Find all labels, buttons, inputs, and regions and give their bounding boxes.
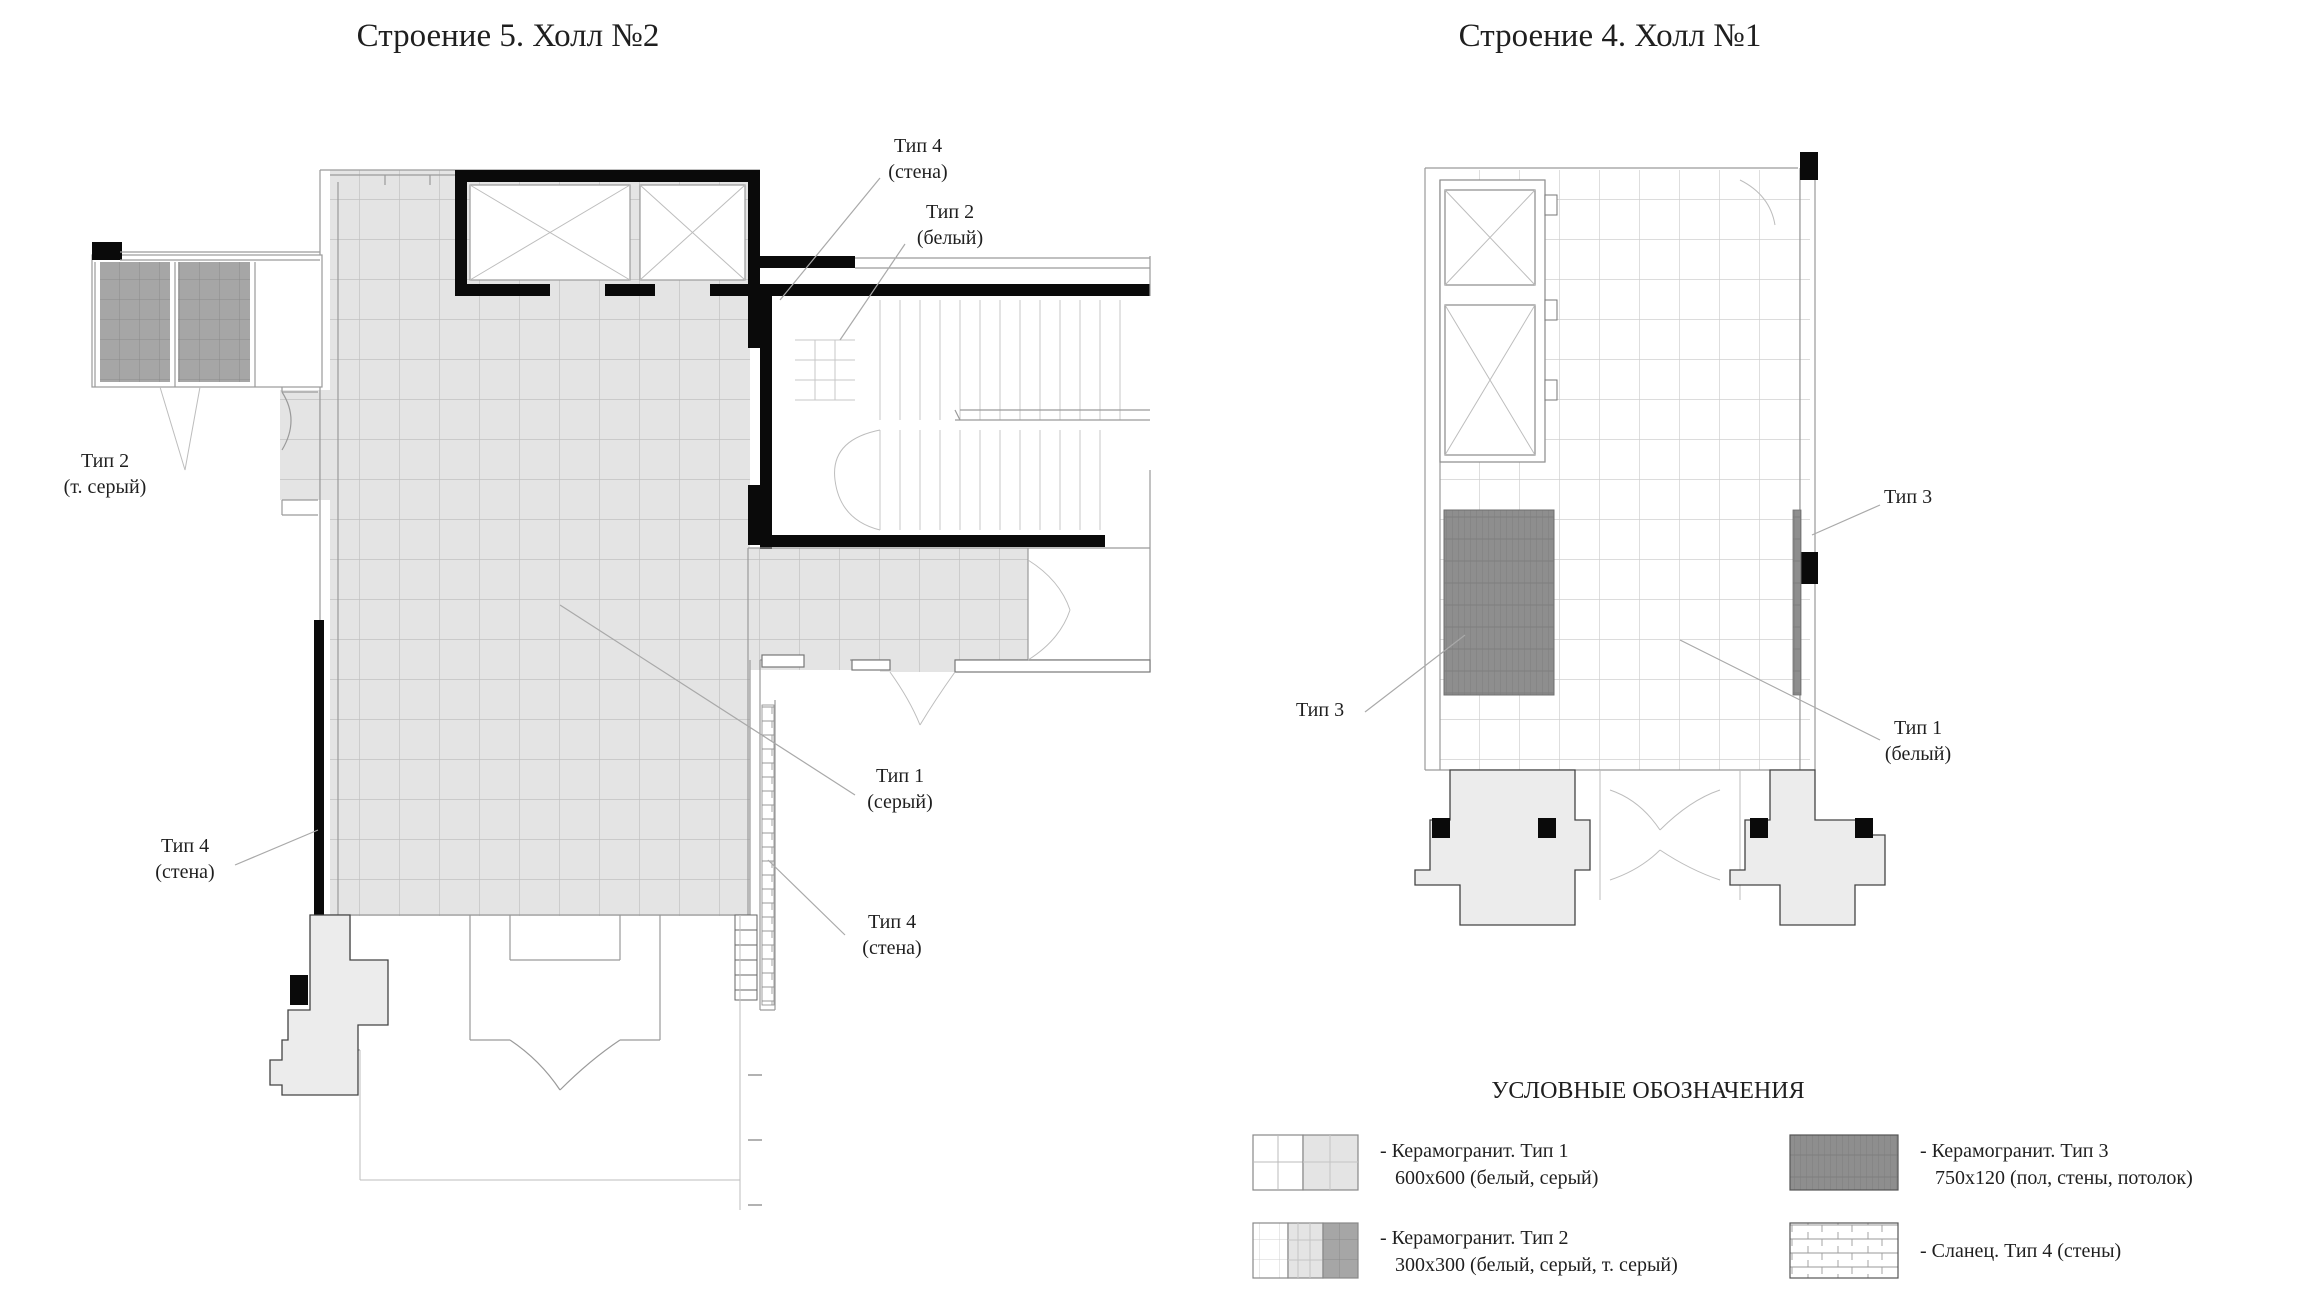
- callout-type4-wall-right: Тип 4: [867, 911, 917, 933]
- hall-floor-type1-grey: [330, 170, 750, 916]
- legend: [1253, 1078, 2193, 1278]
- svg-text:300x300 (белый, серый, т. серы: 300x300 (белый, серый, т. серый): [1395, 1254, 1678, 1276]
- callout-type1-white: Тип 1: [1893, 717, 1943, 739]
- storage-floor-type2-dark-2: [178, 262, 250, 382]
- type3-panel-wall: [1793, 510, 1801, 695]
- entrance-pier-r2: [1730, 770, 1885, 925]
- callout-type3-floor: Тип 3: [1295, 699, 1345, 721]
- svg-text:(т. серый): (т. серый): [63, 476, 147, 498]
- svg-text:(белый): (белый): [916, 227, 984, 249]
- svg-text:- Сланец. Тип 4 (стены): - Сланец. Тип 4 (стены): [1920, 1240, 2122, 1262]
- legend-item-type1: [1253, 1135, 1598, 1190]
- callout-type2-dark-grey: Тип 2: [80, 450, 130, 472]
- svg-text:- Керамогранит. Тип 3: - Керамогранит. Тип 3: [1920, 1140, 2109, 1162]
- left-plan-title: Строение 5. Холл №2: [356, 18, 660, 54]
- callout-type2-white: Тип 2: [925, 201, 975, 223]
- svg-text:(серый): (серый): [867, 791, 933, 813]
- svg-text:750x120 (пол, стены, потолок): 750x120 (пол, стены, потолок): [1935, 1167, 2193, 1189]
- callout-type1-grey: Тип 1: [875, 765, 925, 787]
- svg-text:- Керамогранит. Тип 1: - Керамогранит. Тип 1: [1380, 1140, 1569, 1162]
- legend-item-type2: [1253, 1223, 1678, 1278]
- callout-type4-wall-left: Тип 4: [160, 835, 210, 857]
- callout-type3-wall: Тип 3: [1883, 486, 1933, 508]
- storage-floor-type2-dark-1: [100, 262, 170, 382]
- right-plan: [1415, 152, 1885, 925]
- svg-text:(стена): (стена): [888, 161, 948, 183]
- callout-type4-wall-top: Тип 4: [893, 135, 943, 157]
- type3-panel-floor: [1444, 510, 1554, 695]
- entrance-pier-r1: [1415, 770, 1590, 925]
- legend-item-type4: [1790, 1223, 2121, 1278]
- corridor-floor: [748, 548, 1028, 670]
- svg-text:600x600 (белый, серый): 600x600 (белый, серый): [1395, 1167, 1599, 1189]
- slate-wall-type4: [762, 705, 774, 1005]
- svg-text:- Керамогранит. Тип 2: - Керамогранит. Тип 2: [1380, 1227, 1569, 1249]
- right-plan-title: Строение 4. Холл №1: [1458, 18, 1762, 54]
- svg-text:(стена): (стена): [862, 937, 922, 959]
- entrance-pier-left: [270, 915, 388, 1095]
- svg-text:(белый): (белый): [1884, 743, 1952, 765]
- svg-text:(стена): (стена): [155, 861, 215, 883]
- legend-title: УСЛОВНЫЕ ОБОЗНАЧЕНИЯ: [1491, 1078, 1805, 1104]
- legend-item-type3: [1790, 1135, 2193, 1190]
- left-plan: [92, 170, 1150, 1210]
